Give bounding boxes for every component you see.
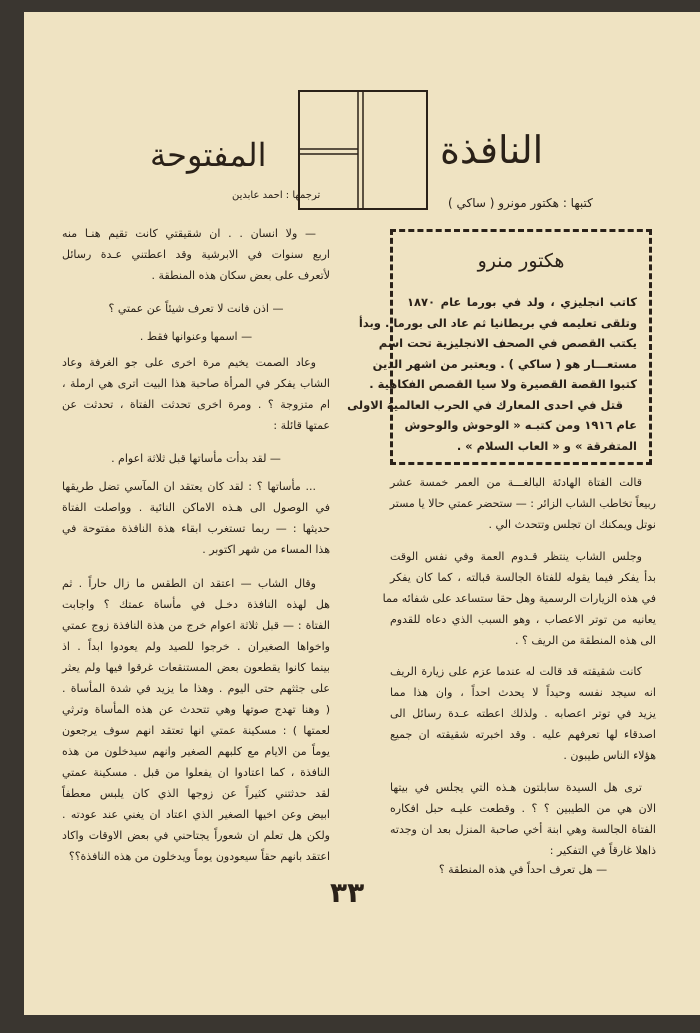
author-bio-box	[347, 229, 652, 465]
article-paragraph	[62, 352, 330, 436]
text-line: يعانيه من توتر الاعصاب ، وهو السبب الذي دعاه للقدوم	[390, 613, 656, 626]
text-line: لعمتها ) : مسكينة عمتي انها تعتقد انهم سوف يرجعون	[62, 724, 330, 737]
text-line: حديثها : — ربما تستغرب ابقاء هذة النافذة مفتوحة في	[62, 522, 330, 535]
article-paragraph	[62, 326, 330, 347]
text-line: الشاب يفكر في المرأة صاحبة هذا البيت اترى هي ارملة ،	[62, 377, 330, 390]
text-line: ربيعاً تخاطب الشاب الزائر : — ستحضر عمتي حالا يا مستر	[389, 497, 656, 510]
title-word-window: النافذة	[440, 128, 544, 172]
text-line: — هل تعرف احداً في هذه المنطقة ؟	[438, 863, 608, 876]
text-line: على جثثهم حتى اليوم . وهذا ما يزيد في شدة المأساة .	[62, 682, 330, 695]
text-line: قالت الفتاة الهادئة البالغـــة من العمر خمسة عشر	[390, 476, 642, 489]
text-line: ابيض وعن اخيها الصغير الذي اعتاد ان يغني عند عودته .	[62, 808, 330, 821]
text-line: اعتقد بانهم حقاً سيعودون يوماً ويدخلون من هذه النافذة؟؟	[68, 850, 330, 863]
text-line: المتفرقة » و « العاب السلام » .	[456, 438, 637, 453]
text-line: اصدقاء لها تعرفهم عليه . وقد اخبرته شقيقته ان جميع	[390, 728, 656, 741]
article-paragraph	[62, 448, 330, 469]
text-line: ... مأساتها ؟ : لقد كان يعتقد ان المآسي تضل طريقها	[62, 480, 316, 493]
text-line: كاتب انجليزي ، ولد في بورما عام ١٨٧٠	[407, 295, 637, 309]
text-line: ام متزوجة ؟ . ومرة اخرى تحدثت الفتاة ، تحدثت عن	[62, 398, 330, 411]
text-line: — اسمها وعنوانها فقط .	[139, 330, 253, 343]
author-byline: كتبها : هكتور مونرو ( ساكي )	[448, 196, 593, 210]
text-line: — اذن فانت لا تعرف شيئاً عن عمتي ؟	[108, 302, 284, 315]
article-paragraph	[62, 223, 330, 286]
text-line: اربع سنوات في الابرشية وقد اعطتني عـدة رسائل	[62, 248, 330, 261]
page-number: ٣٣	[330, 876, 365, 909]
text-line: لأتعرف على بعض سكان هذه المنطقة .	[151, 269, 330, 282]
text-line: يزيد في توتر اعصابه . ولذلك اعطته عـدة رسائل الى	[390, 707, 656, 720]
article-paragraph	[382, 546, 656, 651]
text-line: قتل في احدى المعارك في الحرب العالمية الاولى	[347, 397, 623, 412]
text-line: الى هذه المنطقة من الريف ؟ .	[515, 634, 656, 647]
article-paragraph	[390, 859, 656, 880]
text-line: انه سيجد نفسه وحيداً لا يحدث احداً ، وان هذا مما	[390, 686, 656, 699]
text-line: في الوصول الى هـذه الاماكن النائية . وواصلت الفتاة	[62, 501, 330, 514]
text-line: عمتها قائلة :	[273, 419, 330, 432]
text-line: كانت شقيقته قد قالت له عندما عزم على زيارة الريف	[390, 665, 642, 678]
text-line: وجلس الشاب ينتظر قـدوم العمة وفي نفس الوقت	[390, 550, 642, 563]
text-line: في هذه الزيارات الرسمية وهل حقا ستساعد على شفائه مما	[382, 592, 656, 605]
text-line: الفتاة : — قبل ثلاثة اعوام خرج من هذة النافذة زوج عمتي	[62, 619, 330, 632]
text-line: نوتل ويمكنك ان تجلس وتتحدث الي .	[488, 518, 656, 531]
article-paragraph	[390, 777, 656, 861]
text-line: ولكن هل تعلم ان شعوراً يجتاحني في بعض الاوقات واكاد	[62, 829, 330, 842]
article-paragraph	[62, 476, 330, 560]
text-line: عام ١٩١٦ ومن كتبـه « الوحوش والوحوش	[404, 418, 637, 432]
text-line: الفتاة الجالسة وهي ابنة أخي صاحبة المنزل بعد ان وجدته	[390, 823, 656, 836]
text-line: الان هي من الطيبين ؟ ؟ . وقطعت عليـه حبل افكاره	[390, 802, 656, 815]
bio-title: هكتور منرو	[477, 250, 565, 272]
text-line: وعاد الصمت يخيم مرة اخرى على جو الغرفة وعاد	[62, 356, 316, 369]
text-line: بدأ يفكر فيما يقوله للفتاة الجالسة قبالته ، كما كان يفكر	[390, 571, 656, 584]
bio-paragraph	[358, 292, 637, 395]
article-paragraph	[62, 573, 330, 867]
article-paragraph	[62, 298, 330, 319]
text-line: النافذة ، كما اعتادوا ان يفعلوا من قبل . مسكينة عمتي	[62, 766, 330, 779]
text-line: هذا المساء من شهر اكتوبر .	[202, 543, 330, 556]
text-line: لقد حدثتني كثيراً عن زوجها الذي كان يلبس معطفاً	[62, 787, 330, 800]
text-line: — ولا انسان . . ان شقيقتي كانت تقيم هنـا منه	[62, 227, 316, 240]
text-line: وتلقى تعليمه في بريطانيا ثم عاد الى بورما . وبدأ	[358, 315, 637, 330]
text-line: بينما كانوا يقطعون بعض المستنقعات غرقوا فيها ولم يعثر	[62, 661, 330, 674]
article-paragraph	[390, 661, 656, 766]
translator-credit: ترجمها : احمد عابدين	[232, 190, 321, 201]
text-line: واخواها الصغيران . خرجوا للصيد ولم يعودوا ابداً . اذ	[62, 640, 330, 653]
text-line: ترى هل السيدة سابلتون هـذه التي يجلس في بيتها	[390, 781, 642, 794]
text-line: وقال الشاب — اعتقد ان الطقس ما زال حاراً . ثم	[62, 577, 316, 590]
text-line: — لقد بدأت مأساتها قبل ثلاثة اعوام .	[111, 452, 281, 465]
bio-body	[347, 292, 637, 456]
text-line: مستعـــار هو ( ساكي ) . ويعتبر من اشهر الذين	[372, 356, 637, 371]
text-line: كتبوا القصة القصيرة ولا سيا القصص الفكاهية .	[369, 377, 637, 391]
text-line: هل لهذه النافذة دخـل في مأساة عمتك ؟ واجابت	[62, 598, 330, 611]
article-paragraph	[390, 472, 656, 535]
text-line: هؤلاء الناس طيبون .	[563, 749, 656, 762]
text-line: يكتب القصص في الصحف الانجليزية تحت اسم	[378, 336, 637, 350]
title-word-open: المفتوحة	[150, 136, 267, 174]
text-line: ذاهلا غارقاً في التفكير :	[549, 844, 656, 857]
text-line: يوماً من الايام مع كلبهم الصغير وانهم سيدخلون من هذه	[62, 745, 330, 758]
text-line: ( وهنا تهدج صوتها وهي تتحدث عن هذه المأساة وترثي	[62, 703, 330, 716]
bio-paragraph	[347, 395, 637, 457]
